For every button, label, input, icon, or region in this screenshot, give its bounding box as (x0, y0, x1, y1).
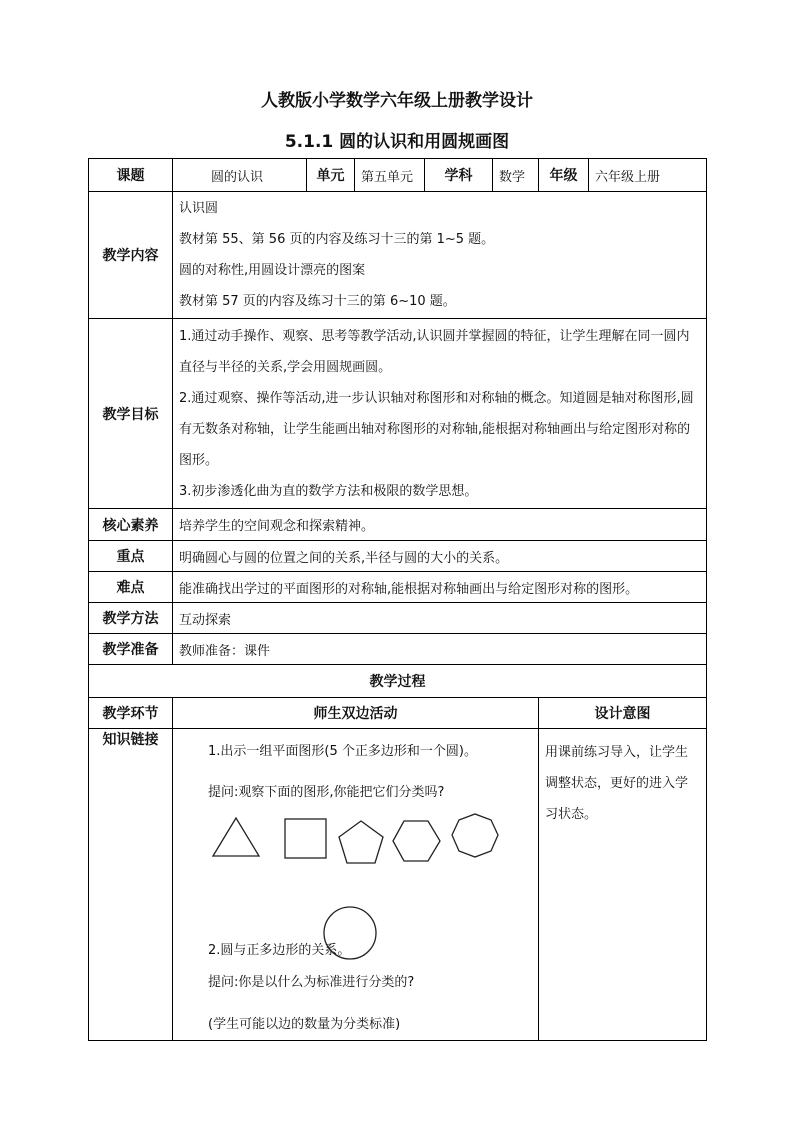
content-line: 教材第 57 页的内容及练习十三的第 6~10 题。 (179, 294, 456, 309)
method-value: 互动探索 (173, 603, 707, 634)
hexagon-shape (393, 821, 440, 861)
activity-line: 2.圆与正多边形的关系。 (208, 943, 351, 958)
activity-line: (学生可能以边的数量为分类标准) (208, 1017, 401, 1032)
key-row (89, 541, 707, 572)
goals-row (89, 319, 707, 509)
octagon-shape (452, 814, 498, 857)
grade-label: 年级 (539, 159, 589, 192)
difficulty-value: 能准确找出学过的平面图形的对称轴,能根据对称轴画出与给定图形对称的图形。 (173, 572, 707, 603)
prep-label: 教学准备 (89, 634, 173, 665)
subject-value: 数学 (493, 159, 539, 192)
lesson-subtitle: 5.1.1 圆的认识和用圆规画图 (284, 132, 510, 152)
prep-row (89, 634, 707, 665)
pentagon-shape (339, 821, 383, 863)
grade-value: 六年级上册 (589, 159, 707, 192)
core-value: 培养学生的空间观念和探索精神。 (173, 509, 707, 541)
content-cell (173, 192, 707, 319)
goals-cell (173, 319, 707, 509)
core-row (89, 509, 707, 541)
activity-column-header: 师生双边活动 (173, 698, 539, 729)
unit-value: 第五单元 (355, 159, 425, 192)
intent-cell: 用课前练习导入，让学生调整状态，更好的进入学习状态。 (539, 729, 707, 1041)
info-row (89, 159, 707, 192)
content-row (89, 192, 707, 319)
goal-item: 1.通过动手操作、观察、思考等教学活动,认识圆并掌握圆的特征，让学生理解在同一圆内直径与半径的关系,学会用圆规画圆。 (179, 328, 690, 375)
difficulty-row (89, 572, 707, 603)
square-shape (285, 819, 326, 858)
document-title: 人教版小学数学六年级上册教学设计 (261, 91, 533, 111)
core-label: 核心素养 (89, 509, 173, 541)
goal-item: 2.通过观察、操作等活动,进一步认识轴对称图形和对称轴的概念。知道圆是轴对称图形,圆有无数条对称轴，让学生能画出轴对称图形的对称轴,能根据对称轴画出与给定图形对称的图形。 (179, 390, 694, 468)
lesson-plan-table (88, 158, 707, 1041)
key-label: 重点 (89, 541, 173, 572)
stage-label: 知识链接 (89, 729, 173, 1041)
content-label: 教学内容 (89, 192, 173, 319)
activity-cell (173, 729, 539, 1041)
goal-item: 3.初步渗透化曲为直的数学方法和极限的数学思想。 (179, 483, 478, 499)
content-line: 认识圆 (179, 201, 219, 216)
difficulty-label: 难点 (89, 572, 173, 603)
activity-line: 提问:你是以什么为标准进行分类的? (208, 975, 415, 990)
method-row (89, 603, 707, 634)
content-line: 圆的对称性,用圆设计漂亮的图案 (179, 263, 366, 278)
prep-value: 教师准备：课件 (173, 634, 707, 665)
method-label: 教学方法 (89, 603, 173, 634)
subject-label: 学科 (425, 159, 493, 192)
unit-label: 单元 (307, 159, 355, 192)
topic-label: 课题 (89, 159, 173, 192)
triangle-shape (213, 818, 259, 856)
intent-column-header: 设计意图 (539, 698, 707, 729)
content-line: 教材第 55、第 56 页的内容及练习十三的第 1~5 题。 (179, 232, 495, 247)
topic-value: 圆的认识 (173, 159, 307, 192)
key-value: 明确圆心与圆的位置之间的关系,半径与圆的大小的关系。 (173, 541, 707, 572)
process-row (89, 729, 707, 1041)
process-title: 教学过程 (89, 665, 707, 698)
activity-line: 提问:观察下面的图形,你能把它们分类吗? (208, 785, 445, 800)
goals-label: 教学目标 (89, 319, 173, 509)
activity-line: 1.出示一组平面图形(5 个正多边形和一个圆)。 (208, 744, 477, 759)
process-title-row (89, 665, 707, 698)
stage-column-header: 教学环节 (89, 698, 173, 729)
process-header-row (89, 698, 707, 729)
